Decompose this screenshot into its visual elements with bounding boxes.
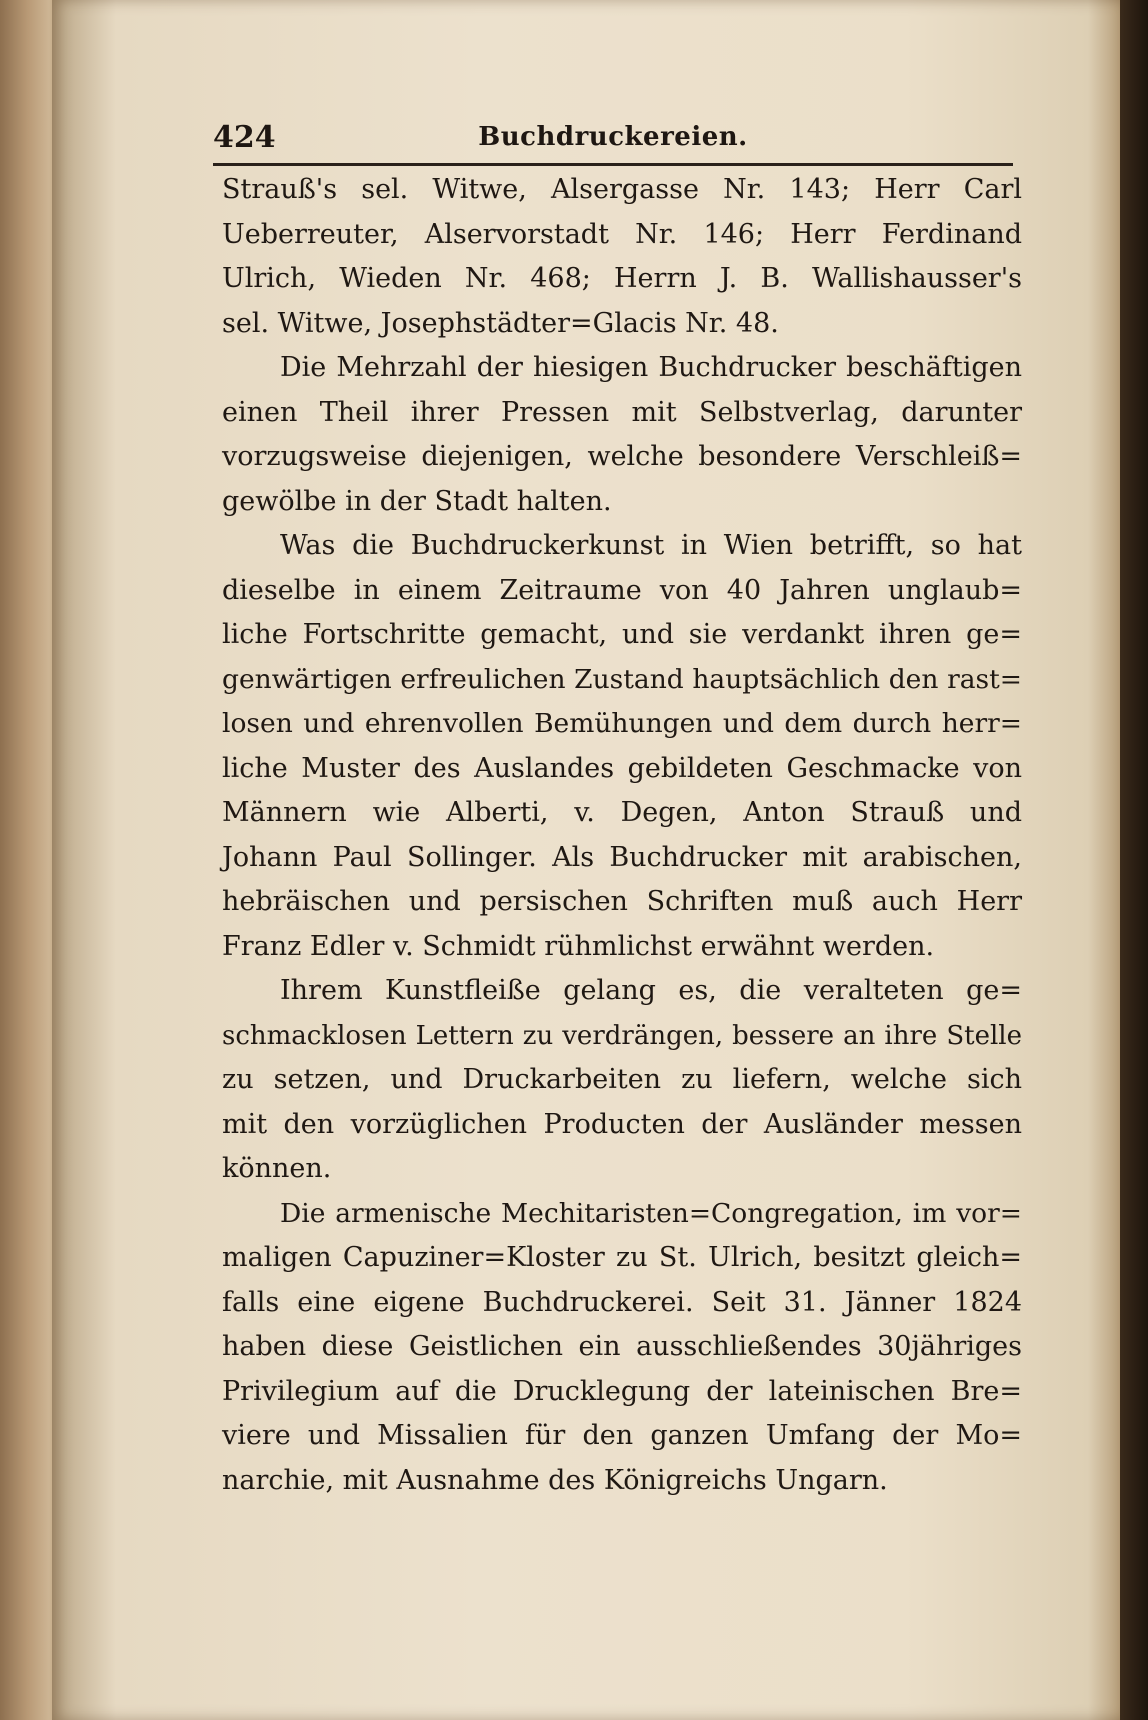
running-head: Buchdruckereien.	[478, 122, 748, 152]
text-line: Die armenische Mechitaristen=Congregation, im vor=	[280, 1197, 1022, 1229]
page-header	[213, 120, 1013, 162]
text-line: Franz Edler v. Schmidt rühmlichst erwähnt werden.	[222, 930, 935, 962]
text-line: genwärtigen erfreulichen Zustand hauptsächlich den rast=	[222, 663, 1022, 695]
text-line: falls eine eigene Buchdruckerei. Seit 31. Jänner 1824	[222, 1286, 1022, 1318]
text-line: mit den vorzüglichen Producten der Ausländer messen	[222, 1108, 1022, 1140]
text-line: Die Mehrzahl der hiesigen Buchdrucker beschäftigen	[280, 352, 1022, 383]
text-line: können.	[222, 1153, 332, 1184]
text-line: Ulrich, Wieden Nr. 468; Herrn J. B. Wallishausser's	[222, 263, 1022, 294]
text-line: Ueberreuter, Alservorstadt Nr. 146; Herr Ferdinand	[222, 218, 1022, 250]
text-line: Johann Paul Sollinger. Als Buchdrucker mit arabischen,	[222, 841, 1022, 873]
page-number: 424	[213, 120, 276, 155]
text-line: sel. Witwe, Josephstädter=Glacis Nr. 48.	[222, 307, 779, 339]
text-line: viere und Missalien für den ganzen Umfang der Mo=	[222, 1420, 1022, 1451]
page-edge-shadow	[1120, 0, 1148, 1720]
text-line: liche Muster des Auslandes gebildeten Geschmacke von	[222, 752, 1022, 784]
text-line: schmacklosen Lettern zu verdrängen, bessere an ihre Stelle	[222, 1020, 1022, 1051]
text-line: liche Fortschritte gemacht, und sie verdankt ihren ge=	[222, 619, 1022, 650]
text-line: Strauß's sel. Witwe, Alsergasse Nr. 143; Herr Carl	[222, 174, 1022, 205]
text-line: dieselbe in einem Zeitraume von 40 Jahren unglaub=	[222, 574, 1022, 606]
text-line: Männern wie Alberti, v. Degen, Anton Strauß und	[222, 797, 1022, 828]
text-line: hebräischen und persischen Schriften muß auch Herr	[222, 886, 1022, 917]
text-line: Privilegium auf die Drucklegung der lateinischen Bre=	[222, 1375, 1022, 1407]
text-line: losen und ehrenvollen Bemühungen und dem durch herr=	[222, 708, 1022, 739]
header-rule	[213, 163, 1013, 166]
text-line: haben diese Geistlichen ein ausschließendes 30jähriges	[222, 1331, 1022, 1362]
text-line: einen Theil ihrer Pressen mit Selbstverlag, darunter	[222, 396, 1022, 428]
text-line: gewölbe in der Stadt halten.	[222, 485, 612, 517]
body-text	[222, 168, 1022, 1503]
text-line: Ihrem Kunstfleiße gelang es, die veralteten ge=	[280, 975, 1022, 1006]
text-line: narchie, mit Ausnahme des Königreichs Ungarn.	[222, 1464, 888, 1496]
text-line: vorzugsweise diejenigen, welche besondere Verschleiß=	[222, 441, 1022, 472]
text-line: Was die Buchdruckerkunst in Wien betrifft, so hat	[280, 530, 1022, 561]
text-line: maligen Capuziner=Kloster zu St. Ulrich, besitzt gleich=	[222, 1242, 1022, 1273]
text-line: zu setzen, und Druckarbeiten zu liefern, welche sich	[222, 1064, 1022, 1095]
